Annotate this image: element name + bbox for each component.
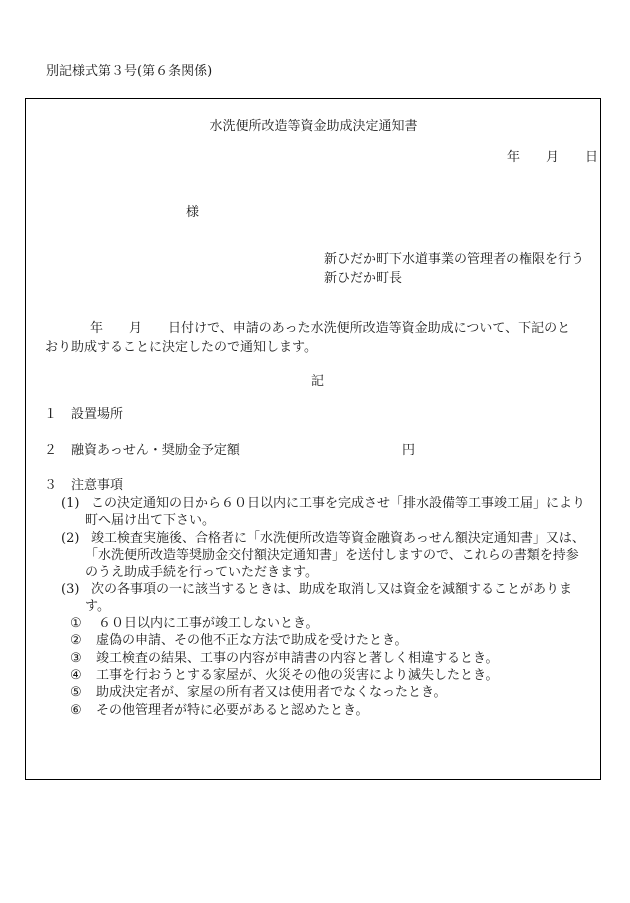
note-line: 町へ届け出て下さい。 — [85, 513, 216, 528]
item-number: ２ — [44, 443, 58, 458]
issuer-line-2: 新ひだか町長 — [324, 271, 403, 286]
ground-text: ６０日以内に工事が竣工しないとき。 — [98, 616, 319, 631]
notice-title: 水洗便所改造等資金助成決定通知書 — [209, 119, 418, 134]
ground-text: 虚偽の申請、その他不正な方法で助成を受けたとき。 — [96, 633, 408, 648]
ground-marker: ① — [70, 616, 82, 631]
note-line: のうえ助成手続を行っていただきます。 — [85, 565, 318, 580]
notice-date: 年 月 日 — [506, 150, 598, 165]
item-label-installation-site: 設置場所 — [71, 407, 124, 422]
ground-text: その他管理者が特に必要があると認めたとき。 — [96, 703, 369, 718]
ki-heading: 記 — [311, 374, 325, 389]
item-number: １ — [44, 407, 58, 422]
note-line: 次の各事項の一に該当するときは、助成を取消し又は資金を減額することがありま — [91, 582, 573, 597]
body-line-1: 年 月 日付けで、申請のあった水洗便所改造等資金助成について、下記のと — [90, 321, 571, 336]
ground-marker: ② — [70, 633, 82, 648]
note-marker: (1) — [61, 496, 80, 511]
ground-marker: ⑥ — [70, 703, 82, 718]
body-line-2: おり助成することに決定したので通知します。 — [45, 340, 317, 355]
note-marker: (3) — [61, 582, 80, 597]
item-number: ３ — [44, 478, 58, 493]
ground-text: 竣工検査の結果、工事の内容が申請書の内容と著しく相違するとき。 — [96, 651, 499, 666]
amount-unit: 円 — [402, 443, 416, 458]
note-line: 竣工検査実施後、合格者に「水洗便所改造等資金融資あっせん額決定通知書」又は、 — [91, 531, 585, 546]
item-label-notes: 注意事項 — [71, 478, 124, 493]
ground-marker: ⑤ — [70, 685, 82, 700]
note-line: 「水洗便所改造等奨励金交付額決定通知書」を送付しますので、これらの書類を持参 — [85, 548, 579, 563]
ground-text: 工事を行おうとする家屋が、火災その他の災害により滅失したとき。 — [96, 668, 499, 683]
item-label-loan-amount: 融資あっせん・奨励金予定額 — [71, 443, 240, 458]
note-line: この決定通知の日から６０日以内に工事を完成させ「排水設備等工事竣工届」により — [91, 496, 586, 511]
ground-marker: ④ — [70, 668, 82, 683]
ground-text: 助成決定者が、家屋の所有者又は使用者でなくなったとき。 — [96, 685, 447, 700]
ground-marker: ③ — [70, 651, 82, 666]
form-number: 別記様式第３号(第６条関係) — [46, 64, 213, 79]
addressee-suffix: 様 — [186, 205, 200, 220]
note-line: す。 — [85, 599, 110, 614]
note-marker: (2) — [61, 531, 80, 546]
issuer-line-1: 新ひだか町下水道事業の管理者の権限を行う — [324, 252, 585, 267]
